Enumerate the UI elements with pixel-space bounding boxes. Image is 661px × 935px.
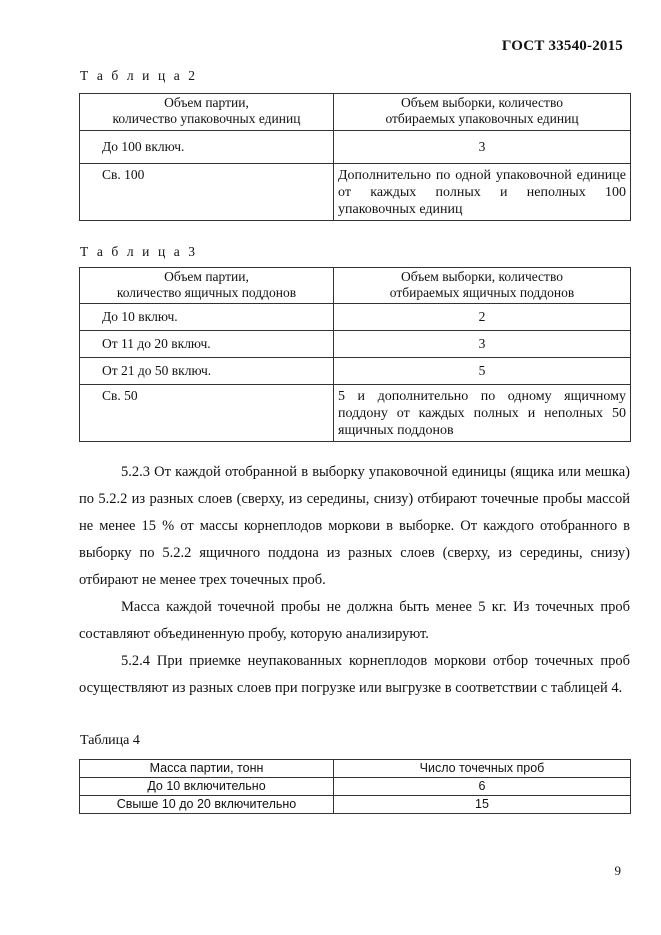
document-header: ГОСТ 33540-2015 (501, 38, 623, 54)
table4-cell: 6 (334, 778, 631, 796)
table4-cell: До 10 включительно (80, 778, 334, 796)
table4-caption: Таблица 4 (80, 733, 140, 748)
table4-header-count: Число точечных проб (334, 760, 631, 778)
table2-cell: До 100 включ. (80, 131, 334, 164)
table3-cell: Св. 50 (80, 385, 334, 442)
table4-header-mass: Масса партии, тонн (80, 760, 334, 778)
table3-cell: До 10 включ. (80, 304, 334, 331)
table2 (79, 93, 631, 221)
table3-cell: 2 (334, 304, 631, 331)
table2-header-lot: Объем партии, количество упаковочных единиц (80, 94, 334, 131)
table3-cell: 5 и дополнительно по одному ящичному поддону от каждых полных и неполных 50 ящичных поддонов (334, 385, 631, 442)
body-text (79, 459, 630, 702)
table3 (79, 267, 631, 442)
table3-cell: От 21 до 50 включ. (80, 358, 334, 385)
table3-cell: 3 (334, 331, 631, 358)
table2-header-sample: Объем выборки, количество отбираемых упаковочных единиц (334, 94, 631, 131)
table4 (79, 759, 631, 814)
table2-cell: Св. 100 (80, 164, 334, 221)
table3-cell: От 11 до 20 включ. (80, 331, 334, 358)
table3-header-sample: Объем выборки, количество отбираемых ящичных поддонов (334, 268, 631, 304)
table3-header-lot: Объем партии, количество ящичных поддонов (80, 268, 334, 304)
table4-cell: 15 (334, 796, 631, 814)
table2-cell: 3 (334, 131, 631, 164)
paragraph-5-2-3: 5.2.3 От каждой отобранной в выборку упаковочной единицы (ящика или мешка) по 5.2.2 из разных слоев (сверху, из середины, снизу) отбирают точечные пробы массой не менее 15 % от массы корнеплодов моркови в выборке. От каждого отобранного в выборку по 5.2.2 ящичного поддона из разных слоев (сверху, из середины, снизу) отбирают не менее трех точечных проб. (79, 464, 630, 588)
table3-cell: 5 (334, 358, 631, 385)
table4-cell: Свыше 10 до 20 включительно (80, 796, 334, 814)
page-number: 9 (614, 863, 621, 878)
table3-caption: Т а б л и ц а 3 (80, 244, 198, 259)
paragraph-5-2-4: 5.2.4 При приемке неупакованных корнеплодов моркови отбор точечных проб осуществляют из разных слоев при погрузке или выгрузке в соответствии с таблицей 4. (79, 653, 630, 696)
table2-cell: Дополнительно по одной упаковочной единице от каждых полных и неполных 100 упаковочных единиц (334, 164, 631, 221)
paragraph-sample-mass: Масса каждой точечной пробы не должна быть менее 5 кг. Из точечных проб составляют объединенную пробу, которую анализируют. (79, 599, 630, 642)
table2-caption: Т а б л и ц а 2 (80, 68, 198, 83)
